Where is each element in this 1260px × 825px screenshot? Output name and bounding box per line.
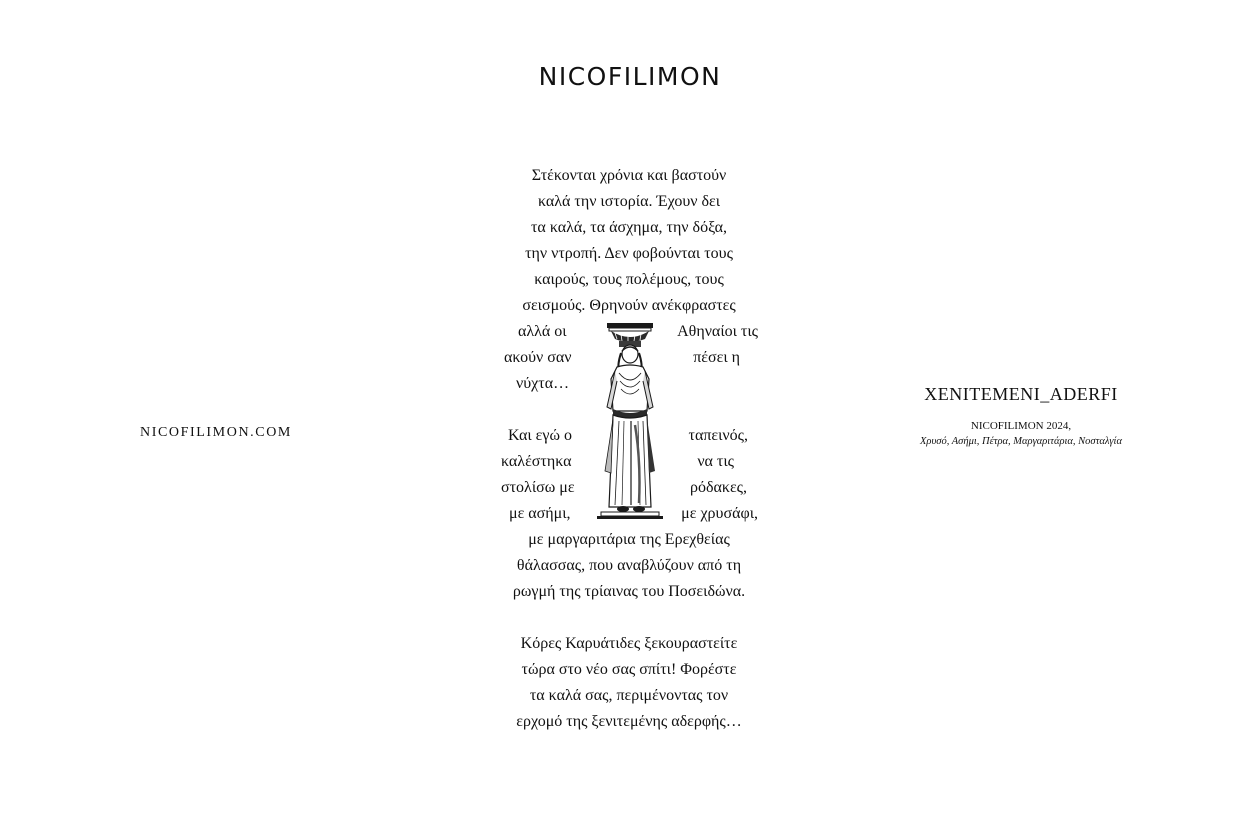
caryatid-statue-icon xyxy=(595,321,665,521)
poem-line-left: με ασήμι, xyxy=(509,505,571,522)
poem-line-left: στολίσω με xyxy=(501,479,575,496)
website-link[interactable]: NICOFILIMON.COM xyxy=(140,425,292,440)
poem-line: τώρα στο νέο σας σπίτι! Φορέστε xyxy=(521,661,737,678)
artwork-artist-year: NICOFILIMON 2024, xyxy=(970,420,1072,432)
poem-line-left: Και εγώ ο xyxy=(508,427,572,444)
poem-line: νύχτα… xyxy=(516,375,570,392)
poem-line-right: πέσει η xyxy=(693,349,740,366)
poem-line: Κόρες Καρυάτιδες ξεκουραστείτε xyxy=(520,635,738,652)
poem-line: την ντροπή. Δεν φοβούνται τους xyxy=(525,245,733,262)
poem-line-right: να τις xyxy=(697,453,734,470)
poem-line-right: Αθηναίοι τις xyxy=(677,323,758,340)
artwork-info xyxy=(890,384,1152,450)
poem-line: Στέκονται χρόνια και βαστούν xyxy=(531,167,727,184)
poem-line: σεισμούς. Θρηνούν ανέκφραστες xyxy=(522,297,736,314)
poem-line: τα καλά σας, περιμένοντας τον xyxy=(529,687,729,704)
poem-line: θάλασσας, που αναβλύζουν από τη xyxy=(516,557,742,574)
poem-line: ρωγμή της τρίαινας του Ποσειδώνα. xyxy=(512,583,746,600)
poem-line-left: ακούν σαν xyxy=(504,349,572,366)
poem-line-right: με χρυσάφι, xyxy=(681,505,758,522)
poem-line: τα καλά, τα άσχημα, την δόξα, xyxy=(531,219,727,236)
artwork-title: XENITEMENI_ADERFI xyxy=(924,384,1118,404)
poem-line: καλά την ιστορία. Έχουν δει xyxy=(537,193,721,210)
poem-line-left: αλλά οι xyxy=(518,323,567,340)
poem-line: καιρούς, τους πολέμους, τους xyxy=(534,271,724,288)
brand-logo[interactable]: NICOFILIMON xyxy=(538,62,722,91)
poem-line-right: ταπεινός, xyxy=(688,427,748,444)
artwork-materials: Χρυσό, Ασήμι, Πέτρα, Μαργαριτάρια, Νοσταλγία xyxy=(920,436,1122,447)
poem-line-left: καλέστηκα xyxy=(501,453,572,470)
poem-line: ερχομό της ξενιτεμένης αδερφής… xyxy=(516,713,742,730)
poem-line: με μαργαριτάρια της Ερεχθείας xyxy=(528,531,730,548)
poem-line-right: ρόδακες, xyxy=(689,479,747,496)
